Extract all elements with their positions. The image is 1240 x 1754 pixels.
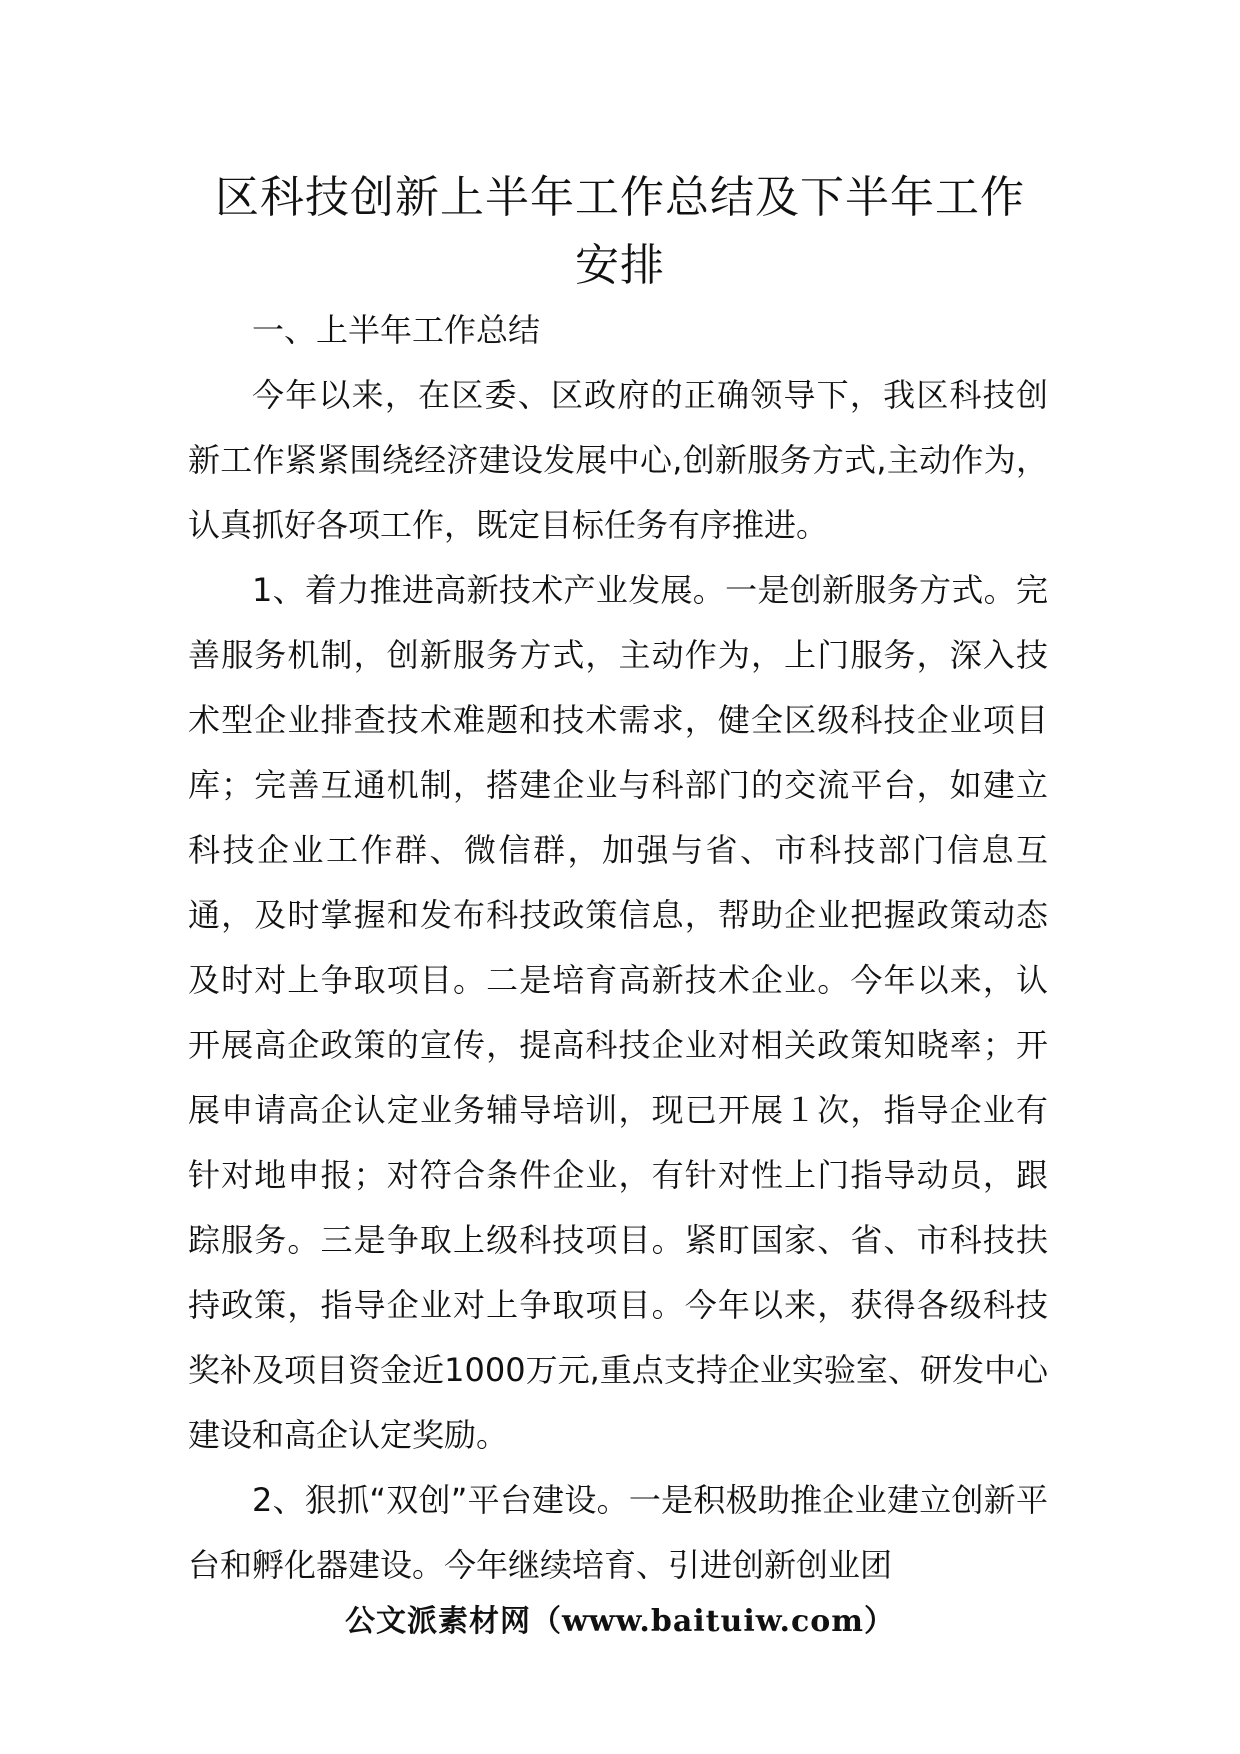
paragraph-platform: 2、狠抓“双创”平台建设。一是积极助推企业建立创新平台和孵化器建设。今年继续培育、引进创新创业团 bbox=[188, 1481, 1048, 1584]
paragraph-intro: 今年以来，在区委、区政府的正确领导下，我区科技创新工作紧紧围绕经济建设发展中心,创新服务方式,主动作为，认真抓好各项工作，既定目标任务有序推进。 bbox=[188, 376, 1048, 544]
paragraph-hightech: 1、着力推进高新技术产业发展。一是创新服务方式。完善服务机制，创新服务方式，主动作为，上门服务，深入技术型企业排查技术难题和技术需求，健全区级科技企业项目库；完善互通机制，搭建企业与科部门的交流平台，如建立科技企业工作群、微信群，加强与省、市科技部门信息互通，及时掌握和发布科技政策信息，帮助企业把握政策动态及时对上争取项目。二是培育高新技术企业。今年以来，认开展高企政策的宣传，提高科技企业对相关政策知晓率；开展申请高企认定业务辅导培训，现已开展１次，指导企业有针对地申报；对符合条件企业，有针对性上门指导动员，跟踪服务。三是争取上级科技项目。紧盯国家、省、市科技扶持政策，指导企业对上争取项目。今年以来，获得各级科技奖补及项目资金近1000万元,重点支持企业实验室、研发中心建设和高企认定奖励。 bbox=[188, 571, 1048, 1454]
section-heading: 一、上半年工作总结 bbox=[252, 311, 541, 349]
footer-watermark: 公文派素材网（www.baituiw.com） bbox=[344, 1604, 896, 1639]
document-title-line-2: 安排 bbox=[575, 240, 665, 291]
document-title-line-1: 区科技创新上半年工作总结及下半年工作 bbox=[215, 172, 1025, 223]
document-body bbox=[188, 298, 1048, 1598]
